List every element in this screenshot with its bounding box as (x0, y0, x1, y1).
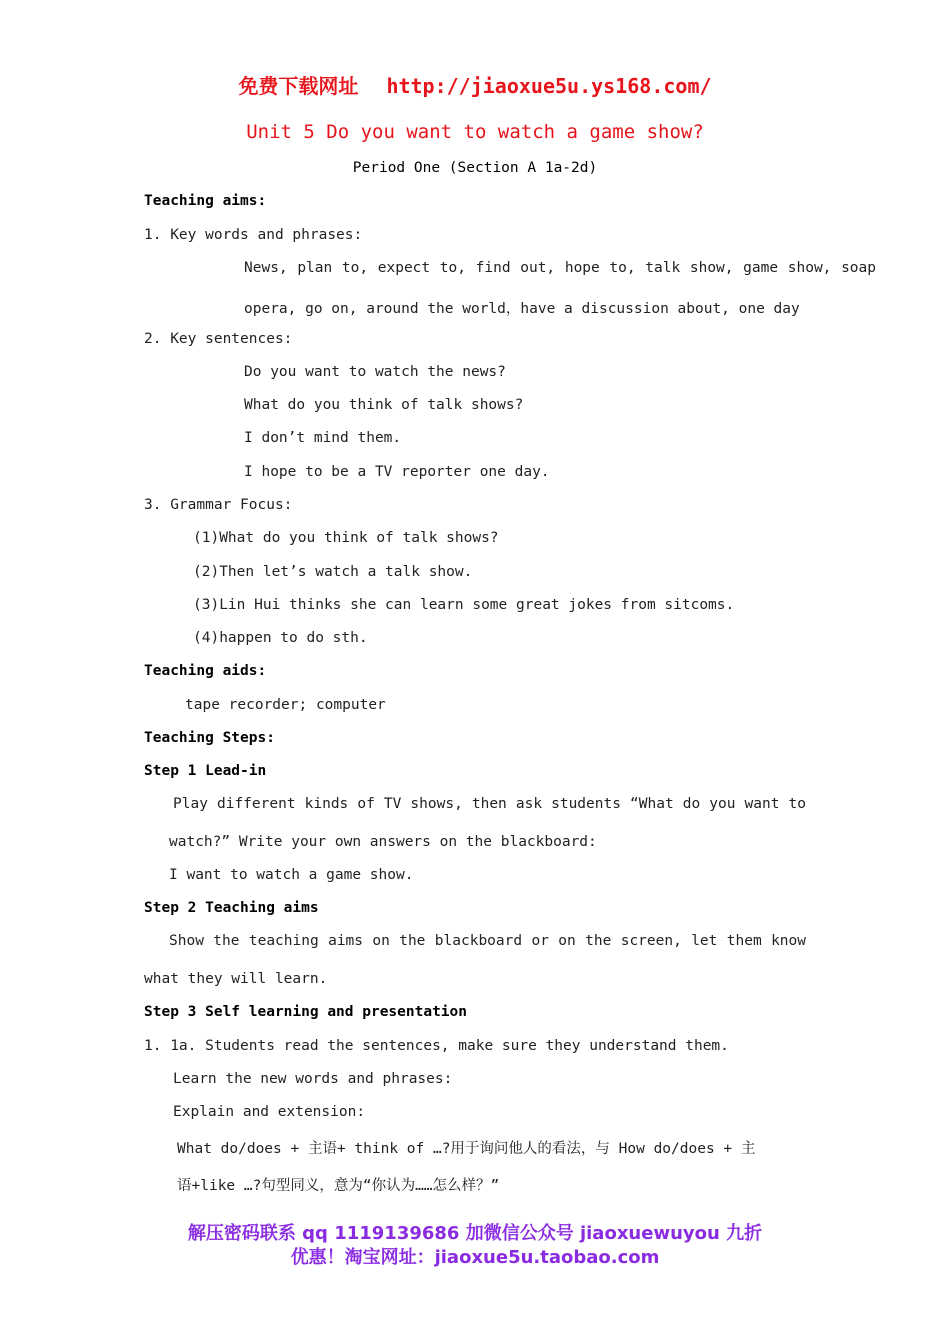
document-title: Unit 5 Do you want to watch a game show? (246, 121, 704, 143)
header-prefix: 免费下载网址 (238, 74, 359, 98)
key-sentence: What do you think of talk shows? (244, 397, 524, 413)
key-words-line-1: News, plan to, expect to, find out, hope to, talk show, game show, soap (244, 260, 876, 276)
key-sentence: Do you want to watch the news? (244, 364, 506, 380)
step-3-line-4: What do/does + 主语+ think of …?用于询问他人的看法，与 How do/does + 主 (177, 1141, 756, 1157)
download-header (0, 70, 950, 99)
key-words-line-2: opera, go on, around the world，have a discussion about, one day (244, 301, 800, 317)
step-3-line-5: 语+like …?句型同义，意为“你认为……怎么样？” (177, 1178, 500, 1194)
step-3-line-2: Learn the new words and phrases: (173, 1071, 453, 1087)
step-3-heading: Step 3 Self learning and presentation (144, 1004, 468, 1020)
step-1-line-1: Play different kinds of TV shows, then ask students “What do you want to (173, 796, 806, 812)
grammar-item: (2)Then let’s watch a talk show. (193, 564, 473, 580)
step-1-line-2: watch?” Write your own answers on the blackboard: (169, 834, 597, 850)
teaching-steps-heading: Teaching Steps: (144, 730, 275, 746)
step-2-heading: Step 2 Teaching aims (144, 900, 319, 916)
key-sentence: I hope to be a TV reporter one day. (244, 464, 550, 480)
document-subtitle: Period One (Section A 1a-2d) (352, 160, 598, 176)
teaching-aids-text: tape recorder; computer (185, 697, 386, 713)
aims-item-2-label: 2. Key sentences: (144, 331, 293, 347)
step-2-line-2: what they will learn. (144, 971, 328, 987)
aims-item-3-label: 3. Grammar Focus: (144, 497, 293, 513)
grammar-item: (3)Lin Hui thinks she can learn some great jokes from sitcoms. (193, 597, 735, 613)
teaching-aids-heading: Teaching aids: (144, 663, 267, 679)
header-url-link[interactable]: http://jiaoxue5u.ys168.com/ (386, 74, 712, 98)
step-3-line-1: 1. 1a. Students read the sentences, make sure they understand them. (144, 1038, 729, 1054)
step-1-heading: Step 1 Lead-in (144, 763, 267, 779)
step-1-line-3: I want to watch a game show. (169, 867, 414, 883)
grammar-item: (4)happen to do sth. (193, 630, 368, 646)
teaching-aims-heading: Teaching aims: (144, 193, 267, 209)
step-2-line-1: Show the teaching aims on the blackboard or on the screen, let them know (169, 933, 806, 949)
grammar-item: (1)What do you think of talk shows? (193, 530, 499, 546)
key-sentence: I don’t mind them. (244, 430, 402, 446)
footer-line-2: 优惠！淘宝网址：jiaoxue5u.taobao.com (290, 1247, 660, 1268)
aims-item-1-label: 1. Key words and phrases: (144, 227, 363, 243)
step-3-line-3: Explain and extension: (173, 1104, 366, 1120)
footer-line-1: 解压密码联系 qq 1119139686 加微信公众号 jiaoxuewuyou 九折 (187, 1223, 763, 1244)
